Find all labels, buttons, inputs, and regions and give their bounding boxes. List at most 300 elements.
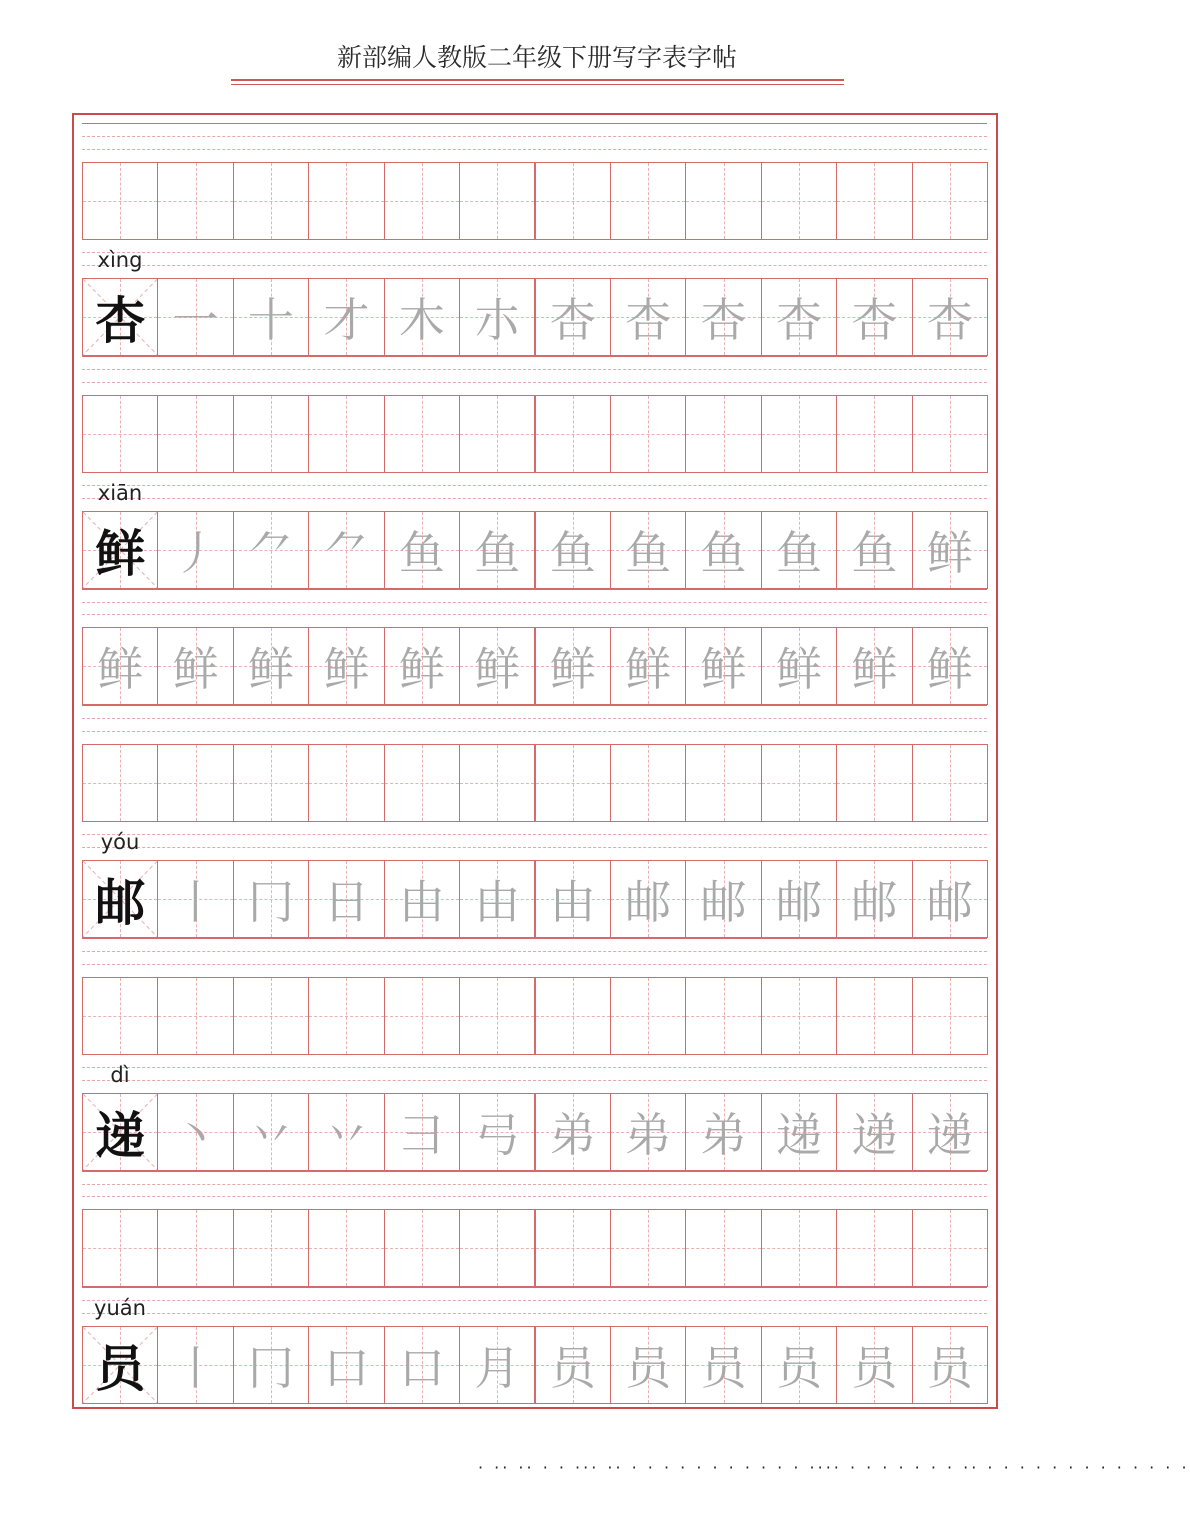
- character-row: [82, 1326, 987, 1404]
- trace-character: 鲜: [926, 642, 973, 697]
- tianzige-cell[interactable]: [459, 744, 535, 822]
- pinyin-line: [82, 614, 987, 615]
- trace-character: 鲜: [398, 642, 445, 697]
- model-character: 递: [95, 1106, 146, 1165]
- trace-character: [234, 745, 308, 821]
- tianzige-cell[interactable]: [233, 1209, 309, 1287]
- trace-character: [837, 1210, 911, 1286]
- tianzige-cell[interactable]: [912, 1093, 988, 1171]
- trace-character: ⺈: [248, 526, 295, 580]
- trace-character: 邮: [926, 875, 973, 930]
- tianzige-cell[interactable]: [912, 977, 988, 1055]
- trace-character: 邮: [625, 875, 672, 930]
- tianzige-cell[interactable]: [761, 1209, 837, 1287]
- trace-character: 鲜: [549, 642, 596, 697]
- tianzige-cell[interactable]: [82, 977, 158, 1055]
- pinyin-line: [82, 356, 987, 357]
- trace-character: 弟: [549, 1108, 596, 1162]
- tianzige-cell[interactable]: [610, 395, 686, 473]
- trace-character: 鲜: [775, 642, 822, 697]
- trace-character: 杏: [549, 293, 596, 348]
- tianzige-cell[interactable]: [761, 627, 837, 705]
- tianzige-cell[interactable]: [836, 278, 912, 356]
- trace-character: 邮: [851, 875, 898, 930]
- trace-character: 丶: [172, 1108, 219, 1162]
- trace-character: 员: [851, 1340, 898, 1395]
- tianzige-cell[interactable]: [685, 1326, 761, 1404]
- pinyin-line: [82, 705, 987, 706]
- trace-character: 由: [474, 875, 521, 930]
- trace-character: [158, 978, 232, 1054]
- trace-character: [611, 163, 685, 239]
- pinyin-line: [82, 123, 987, 124]
- tianzige-cell[interactable]: [82, 162, 158, 240]
- trace-character: 杏: [926, 293, 973, 348]
- tianzige-cell[interactable]: [836, 1326, 912, 1404]
- character-row: [82, 1209, 987, 1287]
- title-rule: [231, 79, 844, 81]
- trace-character: [309, 163, 383, 239]
- tianzige-cell[interactable]: [535, 977, 611, 1055]
- trace-character: [762, 978, 836, 1054]
- tianzige-cell[interactable]: [912, 395, 988, 473]
- tianzige-cell[interactable]: [685, 395, 761, 473]
- trace-character: 鲜: [474, 642, 521, 697]
- tianzige-cell[interactable]: [384, 1326, 460, 1404]
- pinyin-line: [82, 1054, 987, 1055]
- tianzige-cell[interactable]: [836, 977, 912, 1055]
- tianzige-cell[interactable]: [459, 162, 535, 240]
- tianzige-cell[interactable]: [233, 1093, 309, 1171]
- tianzige-cell[interactable]: [82, 1209, 158, 1287]
- trace-character: 才: [323, 293, 370, 348]
- model-character-cell[interactable]: [82, 278, 158, 356]
- tianzige-cell[interactable]: [535, 860, 611, 938]
- trace-character: 员: [549, 1340, 596, 1395]
- pinyin-line: [82, 136, 987, 137]
- trace-character: 鲜: [700, 642, 747, 697]
- trace-character: 杏: [700, 293, 747, 348]
- tianzige-cell[interactable]: [459, 627, 535, 705]
- trace-character: [460, 978, 534, 1054]
- pinyin-line: [82, 834, 987, 835]
- tianzige-cell[interactable]: [685, 860, 761, 938]
- trace-character: [83, 1210, 157, 1286]
- tianzige-cell[interactable]: [610, 162, 686, 240]
- tianzige-cell[interactable]: [384, 744, 460, 822]
- tianzige-cell[interactable]: [535, 627, 611, 705]
- pinyin-line: [82, 602, 987, 603]
- trace-character: 弟: [625, 1108, 672, 1162]
- trace-character: 口: [323, 1340, 370, 1395]
- tianzige-cell[interactable]: [761, 395, 837, 473]
- tianzige-cell[interactable]: [384, 511, 460, 589]
- tianzige-cell[interactable]: [761, 977, 837, 1055]
- tianzige-cell[interactable]: [308, 1209, 384, 1287]
- trace-character: [837, 978, 911, 1054]
- pinyin-line: [82, 1184, 987, 1185]
- tianzige-cell[interactable]: [761, 278, 837, 356]
- tianzige-cell[interactable]: [459, 1093, 535, 1171]
- trace-character: 员: [926, 1340, 973, 1395]
- trace-character: 鱼: [625, 526, 672, 580]
- trace-character: [460, 396, 534, 472]
- model-character-cell[interactable]: [82, 1326, 158, 1404]
- trace-character: 递: [775, 1108, 822, 1162]
- tianzige-cell[interactable]: [157, 1093, 233, 1171]
- tianzige-cell[interactable]: [384, 162, 460, 240]
- tianzige-cell[interactable]: [157, 511, 233, 589]
- pinyin-label: yuán: [94, 1296, 146, 1320]
- tianzige-cell[interactable]: [912, 744, 988, 822]
- trace-character: [913, 745, 987, 821]
- tianzige-cell[interactable]: [535, 1209, 611, 1287]
- trace-character: [611, 978, 685, 1054]
- tianzige-cell[interactable]: [157, 744, 233, 822]
- trace-character: [686, 978, 760, 1054]
- pinyin-band: [82, 1054, 987, 1093]
- trace-character: 弟: [700, 1108, 747, 1162]
- tianzige-cell[interactable]: [384, 627, 460, 705]
- character-row: [82, 860, 987, 938]
- tianzige-cell[interactable]: [157, 977, 233, 1055]
- pinyin-label: yóu: [100, 830, 140, 855]
- trace-character: [837, 745, 911, 821]
- tianzige-cell[interactable]: [761, 1326, 837, 1404]
- trace-character: [309, 978, 383, 1054]
- pinyin-line: [82, 1067, 987, 1068]
- trace-character: 日: [323, 875, 370, 930]
- trace-character: [762, 396, 836, 472]
- trace-character: 一: [172, 293, 219, 348]
- trace-character: [234, 396, 308, 472]
- pinyin-line: [82, 964, 987, 965]
- tianzige-cell[interactable]: [157, 627, 233, 705]
- trace-character: [686, 1210, 760, 1286]
- tianzige-cell[interactable]: [535, 162, 611, 240]
- tianzige-cell[interactable]: [535, 1326, 611, 1404]
- trace-character: [837, 396, 911, 472]
- trace-character: 鱼: [851, 526, 898, 580]
- pinyin-line: [82, 1300, 987, 1301]
- tianzige-cell[interactable]: [308, 744, 384, 822]
- tianzige-cell[interactable]: [82, 627, 158, 705]
- trace-character: [460, 745, 534, 821]
- trace-character: [309, 1210, 383, 1286]
- trace-character: 朩: [474, 293, 521, 348]
- trace-character: 鲜: [97, 642, 144, 697]
- tianzige-cell[interactable]: [233, 511, 309, 589]
- tianzige-cell[interactable]: [836, 1093, 912, 1171]
- trace-character: [385, 1210, 459, 1286]
- tianzige-cell[interactable]: [384, 278, 460, 356]
- tianzige-cell[interactable]: [82, 744, 158, 822]
- tianzige-cell[interactable]: [685, 744, 761, 822]
- trace-character: 鱼: [549, 526, 596, 580]
- practice-grid: [82, 123, 987, 1404]
- tianzige-cell[interactable]: [685, 627, 761, 705]
- pinyin-band: [82, 938, 987, 977]
- tianzige-cell[interactable]: [761, 1093, 837, 1171]
- trace-character: 十: [248, 293, 295, 348]
- trace-character: [686, 396, 760, 472]
- trace-character: 冂: [248, 1340, 295, 1395]
- trace-character: 丨: [172, 875, 219, 930]
- trace-character: 丨: [172, 1340, 219, 1395]
- character-row: [82, 511, 987, 589]
- pinyin-band: [82, 123, 987, 162]
- trace-character: [686, 163, 760, 239]
- tianzige-cell[interactable]: [836, 627, 912, 705]
- tianzige-cell[interactable]: [685, 977, 761, 1055]
- trace-character: [234, 163, 308, 239]
- tianzige-cell[interactable]: [610, 977, 686, 1055]
- pinyin-line: [82, 1196, 987, 1197]
- trace-character: 冂: [248, 875, 295, 930]
- trace-character: 由: [398, 875, 445, 930]
- trace-character: [309, 745, 383, 821]
- tianzige-cell[interactable]: [459, 1326, 535, 1404]
- trace-character: [536, 745, 610, 821]
- trace-character: [536, 396, 610, 472]
- tianzige-cell[interactable]: [459, 860, 535, 938]
- tianzige-cell[interactable]: [610, 278, 686, 356]
- trace-character: 丷: [248, 1108, 295, 1162]
- tianzige-cell[interactable]: [685, 1093, 761, 1171]
- tianzige-cell[interactable]: [912, 1326, 988, 1404]
- trace-character: 丷: [323, 1108, 370, 1162]
- trace-character: 邮: [775, 875, 822, 930]
- pinyin-band: [82, 705, 987, 744]
- tianzige-cell[interactable]: [233, 627, 309, 705]
- trace-character: [385, 745, 459, 821]
- model-character-cell[interactable]: [82, 860, 158, 938]
- tianzige-cell[interactable]: [912, 1209, 988, 1287]
- tianzige-cell[interactable]: [308, 395, 384, 473]
- tianzige-cell[interactable]: [384, 1209, 460, 1287]
- pinyin-line: [82, 1313, 987, 1314]
- tianzige-cell[interactable]: [233, 860, 309, 938]
- pinyin-label: xìng: [97, 248, 143, 273]
- trace-character: 杏: [775, 293, 822, 348]
- trace-character: [83, 396, 157, 472]
- tianzige-cell[interactable]: [912, 511, 988, 589]
- tianzige-cell[interactable]: [761, 860, 837, 938]
- pinyin-line: [82, 938, 987, 939]
- tianzige-cell[interactable]: [157, 1209, 233, 1287]
- trace-character: [611, 1210, 685, 1286]
- trace-character: 鲜: [625, 642, 672, 697]
- pinyin-line: [82, 382, 987, 383]
- tianzige-cell[interactable]: [233, 744, 309, 822]
- pinyin-band: [82, 356, 987, 395]
- trace-character: 员: [625, 1340, 672, 1395]
- tianzige-cell[interactable]: [233, 977, 309, 1055]
- tianzige-cell[interactable]: [308, 627, 384, 705]
- model-character-cell[interactable]: [82, 511, 158, 589]
- tianzige-cell[interactable]: [157, 860, 233, 938]
- tianzige-cell[interactable]: [459, 278, 535, 356]
- pinyin-band: [82, 472, 987, 511]
- tianzige-cell[interactable]: [535, 744, 611, 822]
- trace-character: [913, 396, 987, 472]
- tianzige-cell[interactable]: [761, 511, 837, 589]
- tianzige-cell[interactable]: [535, 1093, 611, 1171]
- trace-character: 递: [851, 1108, 898, 1162]
- tianzige-cell[interactable]: [233, 162, 309, 240]
- tianzige-cell[interactable]: [459, 977, 535, 1055]
- tianzige-cell[interactable]: [535, 511, 611, 589]
- tianzige-cell[interactable]: [836, 395, 912, 473]
- tianzige-cell[interactable]: [610, 627, 686, 705]
- tianzige-cell[interactable]: [836, 511, 912, 589]
- trace-character: 递: [926, 1108, 973, 1162]
- tianzige-cell[interactable]: [610, 1093, 686, 1171]
- tianzige-cell[interactable]: [535, 278, 611, 356]
- tianzige-cell[interactable]: [685, 511, 761, 589]
- trace-character: 木: [398, 293, 445, 348]
- tianzige-cell[interactable]: [610, 511, 686, 589]
- tianzige-cell[interactable]: [233, 395, 309, 473]
- model-character-cell[interactable]: [82, 1093, 158, 1171]
- tianzige-cell[interactable]: [836, 860, 912, 938]
- trace-character: 鱼: [474, 526, 521, 580]
- tianzige-cell[interactable]: [912, 627, 988, 705]
- tianzige-cell[interactable]: [459, 511, 535, 589]
- trace-character: [913, 978, 987, 1054]
- tianzige-cell[interactable]: [308, 860, 384, 938]
- character-row: [82, 162, 987, 240]
- model-character: 鲜: [95, 524, 146, 583]
- trace-character: ⺈: [323, 526, 370, 580]
- trace-character: [460, 1210, 534, 1286]
- tianzige-cell[interactable]: [535, 395, 611, 473]
- tianzige-cell[interactable]: [761, 162, 837, 240]
- pinyin-line: [82, 847, 987, 848]
- trace-character: [385, 978, 459, 1054]
- tianzige-cell[interactable]: [610, 1209, 686, 1287]
- trace-character: 鲜: [248, 642, 295, 697]
- trace-character: 鱼: [700, 526, 747, 580]
- trace-character: [536, 978, 610, 1054]
- trace-character: [913, 163, 987, 239]
- tianzige-cell[interactable]: [82, 395, 158, 473]
- tianzige-cell[interactable]: [836, 162, 912, 240]
- trace-character: [385, 396, 459, 472]
- tianzige-cell[interactable]: [308, 1326, 384, 1404]
- trace-character: 鲜: [926, 526, 973, 580]
- trace-character: 杏: [851, 293, 898, 348]
- tianzige-cell[interactable]: [308, 162, 384, 240]
- pinyin-line: [82, 252, 987, 253]
- trace-character: 月: [474, 1340, 521, 1395]
- pinyin-line: [82, 951, 987, 952]
- trace-character: [536, 163, 610, 239]
- tianzige-cell[interactable]: [610, 1326, 686, 1404]
- tianzige-cell[interactable]: [761, 744, 837, 822]
- title-rule-thin: [231, 84, 844, 85]
- tianzige-cell[interactable]: [384, 1093, 460, 1171]
- trace-character: 员: [700, 1340, 747, 1395]
- trace-character: 员: [775, 1340, 822, 1395]
- tianzige-cell[interactable]: [157, 278, 233, 356]
- trace-character: 鱼: [775, 526, 822, 580]
- tianzige-cell[interactable]: [912, 278, 988, 356]
- tianzige-cell[interactable]: [836, 1209, 912, 1287]
- trace-character: 鲜: [851, 642, 898, 697]
- trace-character: [158, 1210, 232, 1286]
- trace-character: [158, 745, 232, 821]
- tianzige-cell[interactable]: [233, 1326, 309, 1404]
- character-row: [82, 977, 987, 1055]
- tianzige-cell[interactable]: [912, 162, 988, 240]
- pinyin-line: [82, 718, 987, 719]
- tianzige-cell[interactable]: [157, 395, 233, 473]
- pinyin-label: dì: [110, 1063, 130, 1088]
- model-character: 邮: [95, 873, 146, 933]
- character-row: [82, 278, 987, 356]
- tianzige-cell[interactable]: [308, 278, 384, 356]
- trace-character: [83, 978, 157, 1054]
- tianzige-cell[interactable]: [610, 860, 686, 938]
- tianzige-cell[interactable]: [308, 977, 384, 1055]
- tianzige-cell[interactable]: [685, 1209, 761, 1287]
- tianzige-cell[interactable]: [157, 1326, 233, 1404]
- pinyin-line: [82, 472, 987, 473]
- tianzige-cell[interactable]: [308, 511, 384, 589]
- tianzige-cell[interactable]: [459, 395, 535, 473]
- trace-character: 杏: [625, 293, 672, 348]
- trace-character: 由: [549, 875, 596, 930]
- tianzige-cell[interactable]: [912, 860, 988, 938]
- trace-character: [762, 1210, 836, 1286]
- pinyin-label: xiān: [97, 481, 143, 506]
- trace-character: [83, 745, 157, 821]
- pinyin-band: [82, 589, 987, 628]
- tianzige-cell[interactable]: [459, 1209, 535, 1287]
- pinyin-line: [82, 149, 987, 150]
- model-character: 杏: [95, 291, 146, 351]
- trace-character: 鱼: [398, 526, 445, 580]
- tianzige-cell[interactable]: [308, 1093, 384, 1171]
- trace-character: [158, 163, 232, 239]
- tianzige-cell[interactable]: [610, 744, 686, 822]
- trace-character: [536, 1210, 610, 1286]
- trace-character: [460, 163, 534, 239]
- footer-dots: · ·· ·· · · ··· ·· · · · · · · · · · · · ···· · · · · · · · ·· · · · · · · · · · · · · ·: [478, 1458, 1190, 1477]
- tianzige-cell[interactable]: [685, 278, 761, 356]
- pinyin-line: [82, 485, 987, 486]
- character-row: [82, 1093, 987, 1171]
- trace-character: [234, 1210, 308, 1286]
- model-character: 员: [95, 1338, 146, 1398]
- pinyin-line: [82, 1287, 987, 1288]
- tianzige-cell[interactable]: [157, 162, 233, 240]
- trace-character: [837, 163, 911, 239]
- tianzige-cell[interactable]: [685, 162, 761, 240]
- tianzige-cell[interactable]: [233, 278, 309, 356]
- tianzige-cell[interactable]: [384, 860, 460, 938]
- trace-character: [913, 1210, 987, 1286]
- pinyin-line: [82, 239, 987, 240]
- pinyin-line: [82, 1171, 987, 1172]
- tianzige-cell[interactable]: [384, 977, 460, 1055]
- trace-character: [309, 396, 383, 472]
- pinyin-band: [82, 239, 987, 278]
- pinyin-line: [82, 821, 987, 822]
- tianzige-cell[interactable]: [836, 744, 912, 822]
- tianzige-cell[interactable]: [384, 395, 460, 473]
